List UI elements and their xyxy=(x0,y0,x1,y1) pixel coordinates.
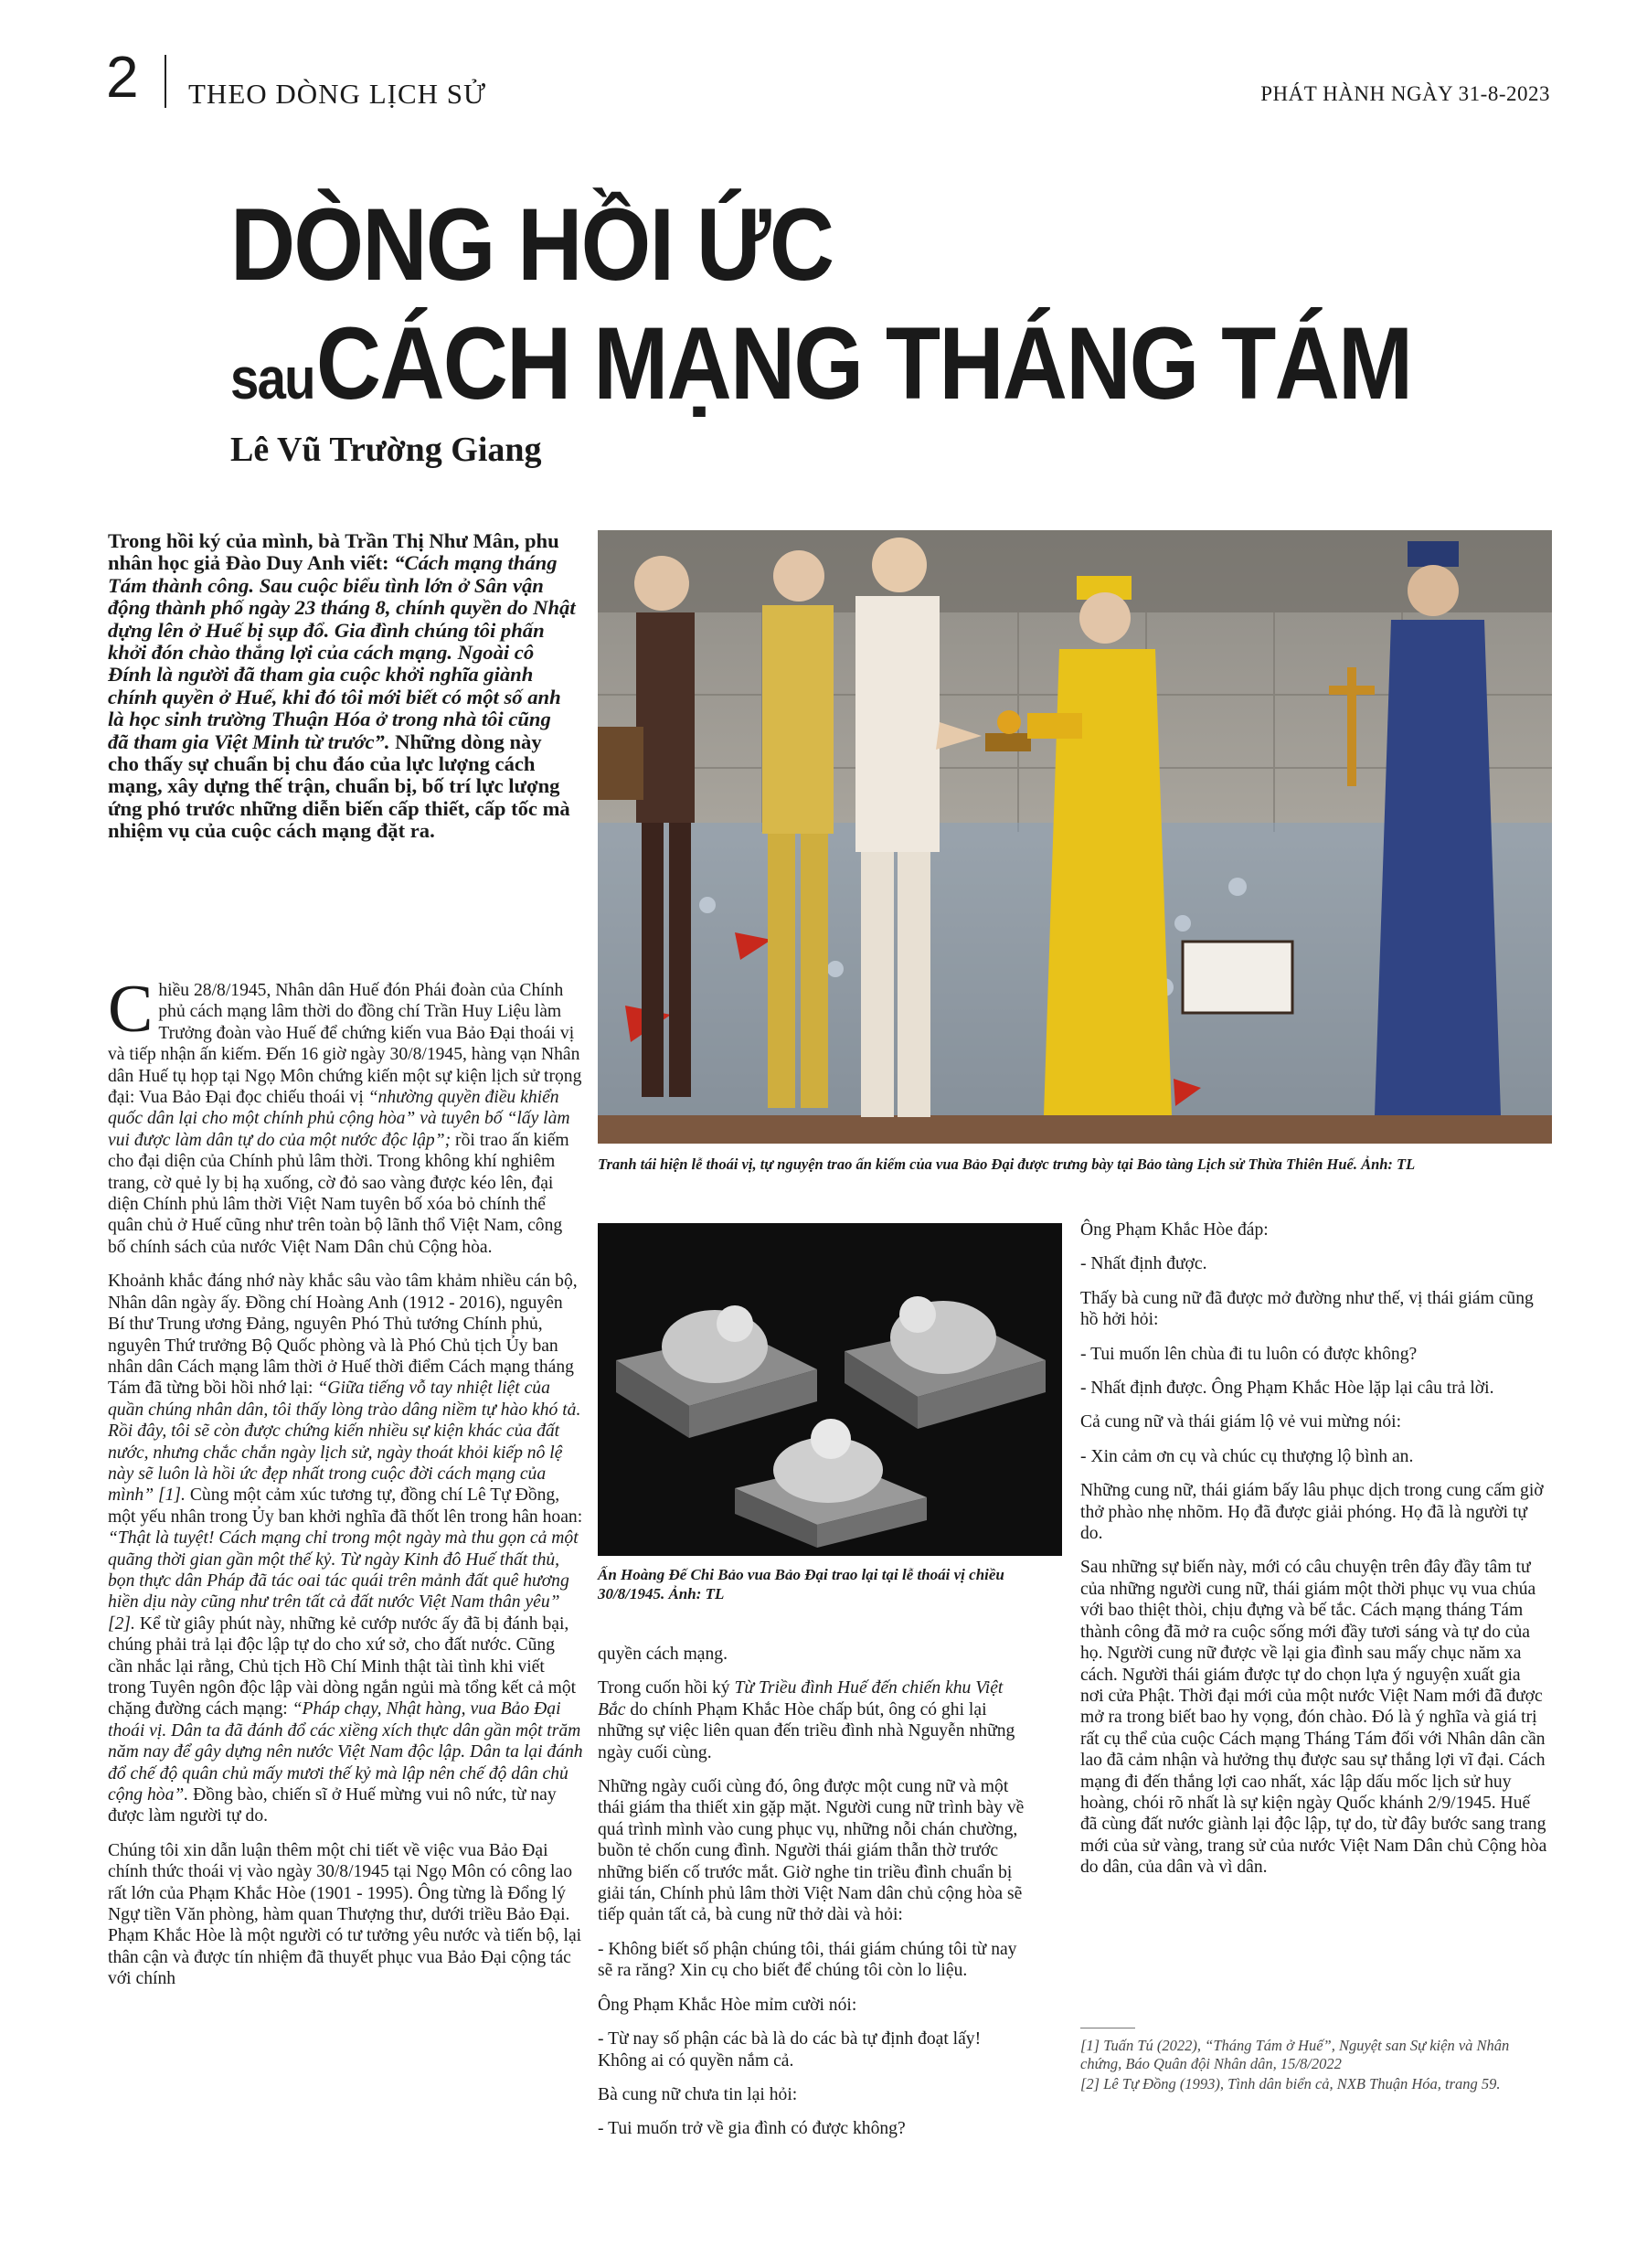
col3-p9: Sau những sự biến này, mới có câu chuyện trên đây đầy tâm tư của những người cung nữ, thái giám một thời phục vụ vua chúa với bao thiệt thòi, chịu đựng và bế tắc. Cách mạng tháng Tám thành công đã mở ra cuộc sống mới đầy tươi sáng và tự do của họ. Người cung nữ được về lại gia đình sau mấy chục năm xa cách. Người thái giám được tự do chọn lựa ý nguyện xuất gia nơi cửa Phật. Thời đại mới của một nước Việt Nam mới đã được mở ra trong biết bao hy vọng, đón chào. Đó là ý nghĩa và giá trị rất cụ thể của cuộc Cách mạng Tháng Tám đối với Nhân dân cần lao đã cảm nhận và hưởng thụ được sau sự thắng lợi vĩ đại. Cách mạng đi đến thắng lợi cao nhất, xác lập dấu mốc lịch sử huy hoàng, chói rõ nhất là sự kiện ngày Quốc khánh 2/9/1945. Huế đã cùng đất nước giành lại độc lập, tự do, từ đây bước sang trang mới của sử vàng, trang sử của nước Việt Nam Dân chủ Cộng hòa do dân, của dân và vì dân. xyxy=(1080,1558,1547,1878)
headline-main: CÁCH MẠNG THÁNG TÁM xyxy=(315,306,1412,421)
col1-p2a: Khoảnh khắc đáng nhớ này khắc sâu vào tâm khảm nhiều cán bộ, Nhân dân ngày ấy. Đồng chí Hoàng Anh (1912 - 2016), nguyên Bí thư Trung ương Đảng, nguyên Phó Thủ tướng Chính phủ, nguyên Thứ trưởng Bộ Quốc phòng và là Phó Chủ tịch Ủy ban nhân dân Cách mạng lâm thời ở Huế thời điểm Cách mạng tháng Tám đã từng bồi hồi nhớ lại: xyxy=(108,1272,578,1399)
col2-p2a: Trong cuốn hồi ký xyxy=(598,1678,735,1698)
section-title: THEO DÒNG LỊCH SỬ xyxy=(188,78,487,110)
col1-p3: Chúng tôi xin dẫn luận thêm một chi tiết về việc vua Bảo Đại chính thức thoái vị vào ngày 30/8/1945 tại Ngọ Môn có công lao rất lớn của Phạm Khắc Hòe (1901 - 1995). Ông từng là Đổng lý Ngự tiền Văn phòng, hàm quan Thượng thư, dưới triều Bảo Đại. Phạm Khắc Hòe là một người có tư tưởng yêu nước và tiến bộ, lại thân cận và được tín nhiệm đã thuyết phục vua Bảo Đại cộng tác với chính xyxy=(108,1840,582,1989)
col3-p1: Ông Phạm Khắc Hòe đáp: xyxy=(1080,1220,1269,1240)
body-column-2 xyxy=(598,1644,1029,2153)
headline-line2 xyxy=(230,306,1412,421)
body-column-1 xyxy=(108,972,583,2003)
drop-cap: C xyxy=(108,972,154,1047)
release-date: PHÁT HÀNH NGÀY 31-8-2023 xyxy=(1260,82,1550,105)
col1-p2c: Kể từ giây phút này, những kẻ cướp nước ấy đã bị đánh bại, chúng phải trả lại độc lập tự do cho xứ sở, cho đất nước. Cũng cần nhắc lại rằng, Chủ tịch Hồ Chí Minh thật tài tình khi viết trong Tuyên ngôn độc lập vài dòng ngắn ngủi mà tổng kết cả một chặng đường cách mạng: xyxy=(108,1613,577,1720)
col3-p2: - Nhất định được. xyxy=(1080,1254,1207,1274)
col3-p4: - Tui muốn lên chùa đi tu luôn có được không? xyxy=(1080,1344,1418,1364)
col1-p1b: rồi trao ấn kiếm cho đại diện của Chính phủ lâm thời. Trong không khí nghiêm trang, cờ quẻ ly bị hạ xuống, cờ đỏ sao vàng được kéo lên, đại diện Chính phủ lâm thời Việt Nam tuyên bố xóa bỏ chính thể quân chủ ở Huế cũng như trên toàn bộ lãnh thổ Việt Nam, công bố chính sách của nước Việt Nam Dân chủ Cộng hòa. xyxy=(108,1130,569,1257)
abdication-diorama-photo xyxy=(598,530,1552,1144)
footnote-1: [1] Tuấn Tú (2022), “Tháng Tám ở Huế”, Nguyệt san Sự kiện và Nhân chứng, Báo Quân đội Nhân dân, 15/8/2022 xyxy=(1080,2037,1510,2072)
col1-p1-quote: “nhường quyền điều khiển quốc dân lại cho một chính phủ cộng hòa” và tuyên bố “lấy làm vui được làm dân tự do của một nước độc lập”; xyxy=(108,1088,570,1150)
main-photo-caption: Tranh tái hiện lễ thoái vị, tự nguyện trao ấn kiếm của vua Bảo Đại được trưng bày tại Bảo tàng Lịch sử Thừa Thiên Huế. Ảnh: TL xyxy=(598,1155,1416,1173)
footnote-2: [2] Lê Tự Đồng (1993), Tình dân biển cả, NXB Thuận Hóa, trang 59. xyxy=(1080,2075,1501,2092)
col3-p5: - Nhất định được. Ông Phạm Khắc Hòe lặp lại câu trả lời. xyxy=(1080,1379,1494,1399)
col2-p5: Ông Phạm Khắc Hòe mỉm cười nói: xyxy=(598,1995,857,2015)
lede-quote: “Cách mạng tháng Tám thành công. Sau cuộc biểu tình lớn ở Sân vận động thành phố ngày 23 tháng 8, chính quyền do Nhật dựng lên ở Huế bị sụp đổ. Gia đình chúng tôi phấn khởi đón chào thắng lợi của cách mạng. Ngoài cô Đính là người đã tham gia cuộc khởi nghĩa giành chính quyền ở Huế, khi đó tôi mới biết có một số anh là học sinh trường Thuận Hóa ở trong nhà tôi cũng đã tham gia Việt Minh từ trước”. xyxy=(108,551,576,753)
seals-photo-caption: Ấn Hoàng Đế Chi Bảo vua Bảo Đại trao lại tại lễ thoái vị chiều 30/8/1945. Ảnh: TL xyxy=(598,1566,1004,1603)
header-divider xyxy=(165,55,166,108)
body-column-3 xyxy=(1080,1219,1548,1891)
imperial-seals-photo xyxy=(598,1223,1062,1556)
col1-p2b: Cùng một cảm xúc tương tự, đồng chí Lê Tự Đồng, một yếu nhân trong Ủy ban khởi nghĩa đã thốt lên trong hân hoan: xyxy=(108,1485,583,1527)
col2-p7: Bà cung nữ chưa tin lại hỏi: xyxy=(598,2084,798,2104)
col3-p6: Cả cung nữ và thái giám lộ vẻ vui mừng nói: xyxy=(1080,1412,1402,1432)
col2-p1: quyền cách mạng. xyxy=(598,1645,728,1664)
headline-sau: sau xyxy=(230,346,314,411)
col1-p2d: Đồng bào, chiến sĩ ở Huế mừng vui nô nức, từ nay được làm người tự do. xyxy=(108,1785,557,1826)
footnotes xyxy=(1080,2037,1548,2095)
col3-p8: Những cung nữ, thái giám bấy lâu phục dịch trong cung cấm giờ thở phào nhẹ nhõm. Họ đã được giải phóng. Họ đã là người tự do. xyxy=(1080,1481,1544,1544)
headline-line1: DÒNG HỒI ỨC xyxy=(230,187,834,302)
lede-intro: Trong hồi ký của mình, bà Trần Thị Như Mân, phu nhân học giả Đào Duy Anh viết: xyxy=(108,529,559,575)
col1-p2-quote: “Giữa tiếng vỗ tay nhiệt liệt của quần chúng nhân dân, tôi thấy lòng trào dâng niềm tự hào khó tả. Rồi đây, tôi sẽ còn được chứng kiến nhiều sự kiện khác của đất nước, nhưng chắc chắn ngày lịch sử, ngày thoát khỏi kiếp nô lệ này sẽ luôn là hồi ức đẹp nhất trong cuộc đời cách mạng của mình” [1]. xyxy=(108,1379,581,1506)
col2-p4: - Không biết số phận chúng tôi, thái giám chúng tôi từ nay sẽ ra răng? Xin cụ cho biết để chúng tôi còn lo liệu. xyxy=(598,1939,1017,1981)
lede xyxy=(108,530,576,843)
col2-book-title: Từ Triều đình Huế đến chiến khu Việt Bắc xyxy=(598,1678,1004,1720)
col2-p2b: do chính Phạm Khắc Hòe chấp bút, ông có ghi lại những sự việc liên quan đến triều đình nhà Nguyễn những ngày cuối cùng. xyxy=(598,1699,1015,1762)
col3-p7: - Xin cảm ơn cụ và chúc cụ thượng lộ bình an. xyxy=(1080,1446,1414,1466)
col1-p2-quote3: “Pháp chạy, Nhật hàng, vua Bảo Đại thoái vị. Dân ta đã đánh đổ các xiềng xích thực dân gần một trăm năm nay để gây dựng nên nước Việt Nam độc lập. Dân ta lại đánh đổ chế độ quân chủ mấy mươi thế kỷ mà lập nên chế độ dân chủ cộng hòa”. xyxy=(108,1699,583,1805)
page-number: 2 xyxy=(106,44,139,110)
col1-p1a: hiều 28/8/1945, Nhân dân Huế đón Phái đoàn của Chính phủ cách mạng lâm thời do đồng chí Trần Huy Liệu làm Trưởng đoàn vào Huế để chứng kiến vua Bảo Đại thoái vị và tiếp nhận ấn kiếm. Đến 16 giờ ngày 30/8/1945, hàng vạn Nhân dân Huế tụ họp tại Ngọ Môn chứng kiến một sự kiện lịch sử trọng đại: Vua Bảo Đại đọc chiếu thoái vị xyxy=(108,981,582,1108)
col2-p6: - Từ nay số phận các bà là do các bà tự định đoạt lấy! Không ai có quyền nắm cả. xyxy=(598,2029,982,2071)
col3-p3: Thấy bà cung nữ đã được mở đường như thế, vị thái giám cũng hồ hởi hỏi: xyxy=(1080,1288,1534,1330)
byline: Lê Vũ Trường Giang xyxy=(230,431,542,469)
lede-outro: Những dòng này cho thấy sự chuẩn bị chu đáo của lực lượng cách mạng, xây dựng thế trận, chuẩn bị, bố trí lực lượng ứng phó trước những diễn biến cấp thiết, cấp tốc mà nhiệm vụ của cuộc cách mạng đặt ra. xyxy=(108,729,570,843)
col2-p8: - Tui muốn trở về gia đình có được không? xyxy=(598,2119,906,2139)
col1-p2-quote2: “Thật là tuyệt! Cách mạng chỉ trong một ngày mà thu gọn cả một quãng thời gian gần một thế kỷ. Từ ngày Kinh đô Huế thất thủ, bọn thực dân Pháp đã tác oai tác quái trên mảnh đất quê hương hiền dịu này cũng như trên tất cả đất nước Việt Nam thân yêu” [2]. xyxy=(108,1528,579,1634)
col2-p3: Những ngày cuối cùng đó, ông được một cung nữ và một thái giám tha thiết xin gặp mặt. Người cung nữ trình bày về quá trình mình vào cung phục vụ, những nỗi chán chường, buồn tẻ chốn cung đình. Người thái giám thẫn thờ trước những biến cố trước mắt. Giờ nghe tin triều đình chuẩn bị giải tán, Chính phủ lâm thời Việt Nam dân chủ cộng hòa sẽ tiếp quản tất cả, bà cung nữ thở dài và hỏi: xyxy=(598,1777,1025,1925)
